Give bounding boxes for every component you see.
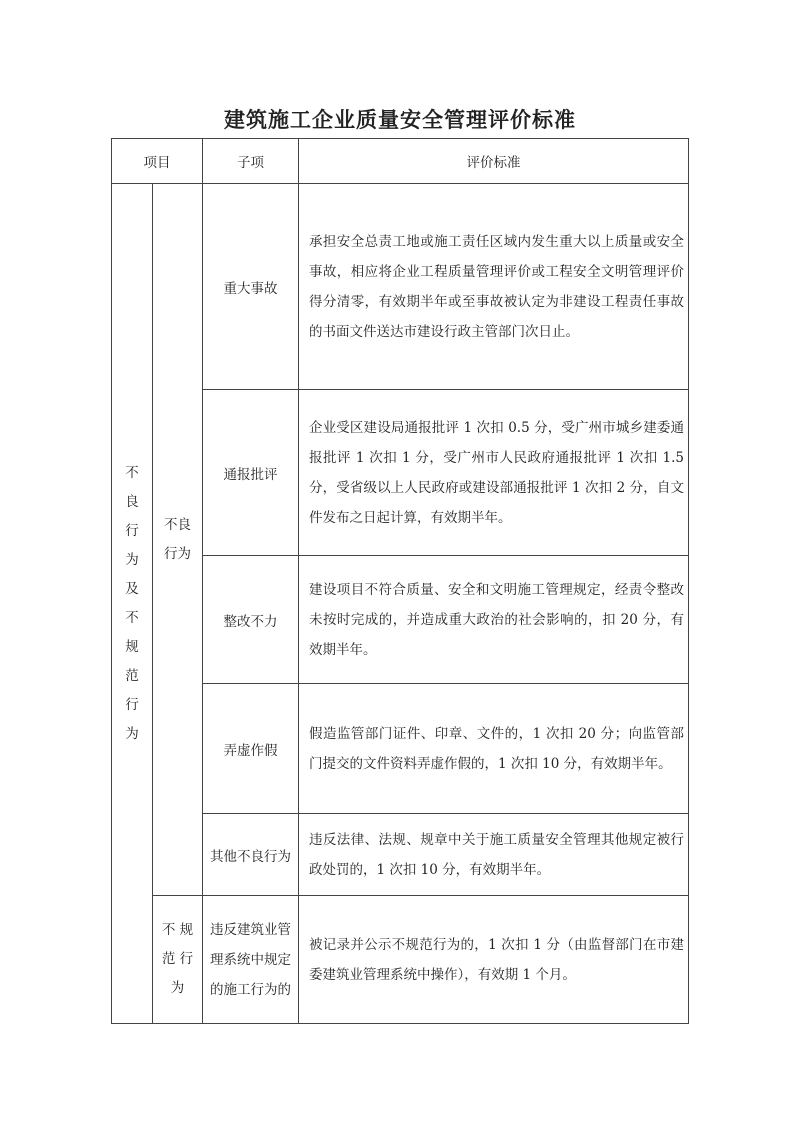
header-subitem: 子项 [203,139,299,184]
subitem-cell: 整改不力 [203,556,299,684]
criteria-cell: 假造监管部门证件、印章、文件的，1 次扣 20 分；向监管部门提交的文件资料弄虚作假的，1 次扣 10 分，有效期半年。 [299,684,689,814]
category-irregular-behavior: 不 规 范 行 为 [153,896,203,1024]
subitem-cell: 其他不良行为 [203,814,299,896]
criteria-cell: 企业受区建设局通报批评 1 次扣 0.5 分，受广州市城乡建委通报批评 1 次扣 1 分，受广州市人民政府通报批评 1 次扣 1.5 分，受省级以上人民政府或建设部通报批评 1 次扣 2 分，自文件发布之日起计算，有效期半年。 [299,390,689,556]
table-row [112,184,689,390]
category-bad-and-irregular: 不 良 行 为 及 不 规 范 行 为 [112,184,153,1024]
header-item: 项目 [112,139,203,184]
subitem-cell: 违反建筑业管理系统中规定的施工行为的 [203,896,299,1024]
category-bad-behavior: 不良 行为 [153,184,203,896]
subitem-cell: 弄虚作假 [203,684,299,814]
criteria-cell: 被记录并公示不规范行为的，1 次扣 1 分（由监督部门在市建委建筑业管理系统中操作），有效期 1 个月。 [299,896,689,1024]
table-header-row [112,139,689,184]
criteria-cell: 违反法律、法规、规章中关于施工质量安全管理其他规定被行政处罚的，1 次扣 10 分，有效期半年。 [299,814,689,896]
page-title: 建筑施工企业质量安全管理评价标准 [224,108,576,132]
criteria-cell: 建设项目不符合质量、安全和文明施工管理规定，经责令整改未按时完成的，并造成重大政治的社会影响的，扣 20 分，有效期半年。 [299,556,689,684]
subitem-cell: 通报批评 [203,390,299,556]
subitem-cell: 重大事故 [203,184,299,390]
table-row [112,896,689,1024]
criteria-cell: 承担安全总责工地或施工责任区域内发生重大以上质量或安全事故，相应将企业工程质量管理评价或工程安全文明管理评价得分清零，有效期半年或至事故被认定为非建设工程责任事故的书面文件送达市建设行政主管部门次日止。 [299,184,689,390]
header-criteria: 评价标准 [299,139,689,184]
evaluation-table [111,138,689,1024]
